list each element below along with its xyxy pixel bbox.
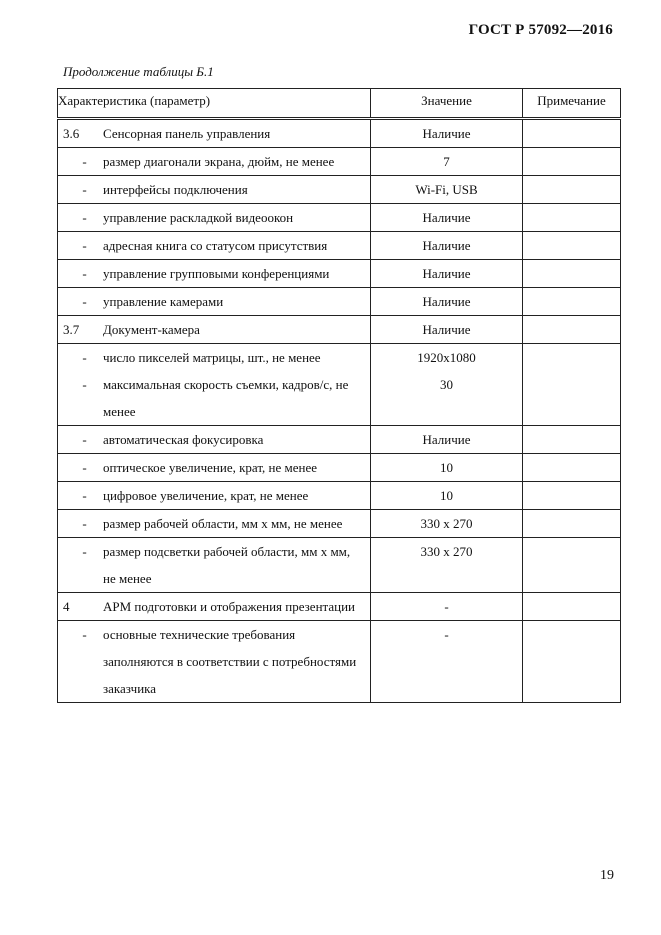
row-value: Wi-Fi, USB	[371, 176, 523, 204]
table-row	[58, 176, 621, 204]
row-value: 30	[371, 371, 523, 426]
row-characteristic: автоматическая фокусировка	[103, 432, 264, 447]
row-characteristic: адресная книга со статусом присутствия	[103, 238, 328, 253]
header-note: Примечание	[523, 89, 621, 119]
page-number: 19	[600, 868, 614, 883]
row-marker: -	[82, 182, 87, 197]
row-marker: -	[82, 432, 87, 447]
spec-table	[57, 88, 621, 703]
table-row	[58, 371, 621, 426]
row-characteristic: управление групповыми конференциями	[103, 266, 330, 281]
row-value: Наличие	[371, 316, 523, 344]
row-value: Наличие	[371, 119, 523, 148]
row-characteristic: Документ-камера	[103, 322, 200, 337]
table-header-row	[58, 89, 621, 119]
row-characteristic: максимальная скорость съемки, кадров/с, не менее	[103, 377, 349, 419]
table-row	[58, 593, 621, 621]
row-note	[523, 232, 621, 260]
row-marker: -	[82, 377, 87, 392]
table-row	[58, 482, 621, 510]
row-note	[523, 371, 621, 426]
row-marker: -	[82, 294, 87, 309]
row-characteristic: управление камерами	[103, 294, 224, 309]
row-characteristic: цифровое увеличение, крат, не менее	[103, 488, 309, 503]
row-note	[523, 288, 621, 316]
row-characteristic: основные технические требования заполняются в соответствии с потребностями заказчика	[103, 627, 357, 696]
table-row	[58, 621, 621, 703]
table-row	[58, 232, 621, 260]
table-row	[58, 510, 621, 538]
row-note	[523, 119, 621, 148]
row-value: 330 x 270	[371, 538, 523, 593]
table-row	[58, 119, 621, 148]
row-marker: -	[82, 210, 87, 225]
row-marker: -	[82, 460, 87, 475]
row-marker: -	[82, 488, 87, 503]
row-value: Наличие	[371, 288, 523, 316]
row-characteristic: размер рабочей области, мм х мм, не менее	[103, 516, 343, 531]
row-characteristic: оптическое увеличение, крат, не менее	[103, 460, 318, 475]
row-value: -	[371, 621, 523, 703]
row-characteristic: АРМ подготовки и отображения презентации	[103, 599, 356, 614]
row-value: Наличие	[371, 426, 523, 454]
row-marker: -	[82, 154, 87, 169]
row-value: Наличие	[371, 204, 523, 232]
table-caption: Продолжение таблицы Б.1	[63, 64, 214, 79]
standard-code: ГОСТ Р 57092—2016	[468, 22, 613, 38]
row-note	[523, 260, 621, 288]
row-marker: -	[82, 238, 87, 253]
table-row	[58, 204, 621, 232]
header-characteristic: Характеристика (параметр)	[58, 89, 371, 119]
table-row	[58, 454, 621, 482]
row-note	[523, 204, 621, 232]
table-row	[58, 344, 621, 372]
row-marker: -	[82, 516, 87, 531]
row-characteristic: Сенсорная панель управления	[103, 126, 271, 141]
row-note	[523, 454, 621, 482]
row-characteristic: размер подсветки рабочей области, мм х мм, не менее	[103, 544, 351, 586]
row-note	[523, 621, 621, 703]
row-note	[523, 482, 621, 510]
table-row	[58, 260, 621, 288]
row-note	[523, 344, 621, 372]
row-note	[523, 176, 621, 204]
table-row	[58, 288, 621, 316]
row-value: Наличие	[371, 232, 523, 260]
row-note	[523, 148, 621, 176]
row-note	[523, 426, 621, 454]
table-row	[58, 148, 621, 176]
row-note	[523, 538, 621, 593]
table-row	[58, 426, 621, 454]
row-marker: 4	[63, 599, 70, 614]
row-characteristic: размер диагонали экрана, дюйм, не менее	[103, 154, 335, 169]
row-value: Наличие	[371, 260, 523, 288]
row-characteristic: управление раскладкой видеоокон	[103, 210, 294, 225]
row-note	[523, 510, 621, 538]
row-value: 330 x 270	[371, 510, 523, 538]
row-value: 10	[371, 454, 523, 482]
row-marker: -	[82, 350, 87, 365]
row-value: 1920x1080	[371, 344, 523, 372]
row-value: 7	[371, 148, 523, 176]
header-value: Значение	[371, 89, 523, 119]
row-value: 10	[371, 482, 523, 510]
row-marker: -	[82, 544, 87, 559]
row-characteristic: интерфейсы подключения	[103, 182, 248, 197]
row-marker: -	[82, 627, 87, 642]
row-note	[523, 593, 621, 621]
row-marker: 3.7	[63, 322, 80, 337]
table-row	[58, 316, 621, 344]
row-note	[523, 316, 621, 344]
row-marker: -	[82, 266, 87, 281]
row-marker: 3.6	[63, 126, 80, 141]
row-characteristic: число пикселей матрицы, шт., не менее	[103, 350, 321, 365]
table-row	[58, 538, 621, 593]
row-value: -	[371, 593, 523, 621]
